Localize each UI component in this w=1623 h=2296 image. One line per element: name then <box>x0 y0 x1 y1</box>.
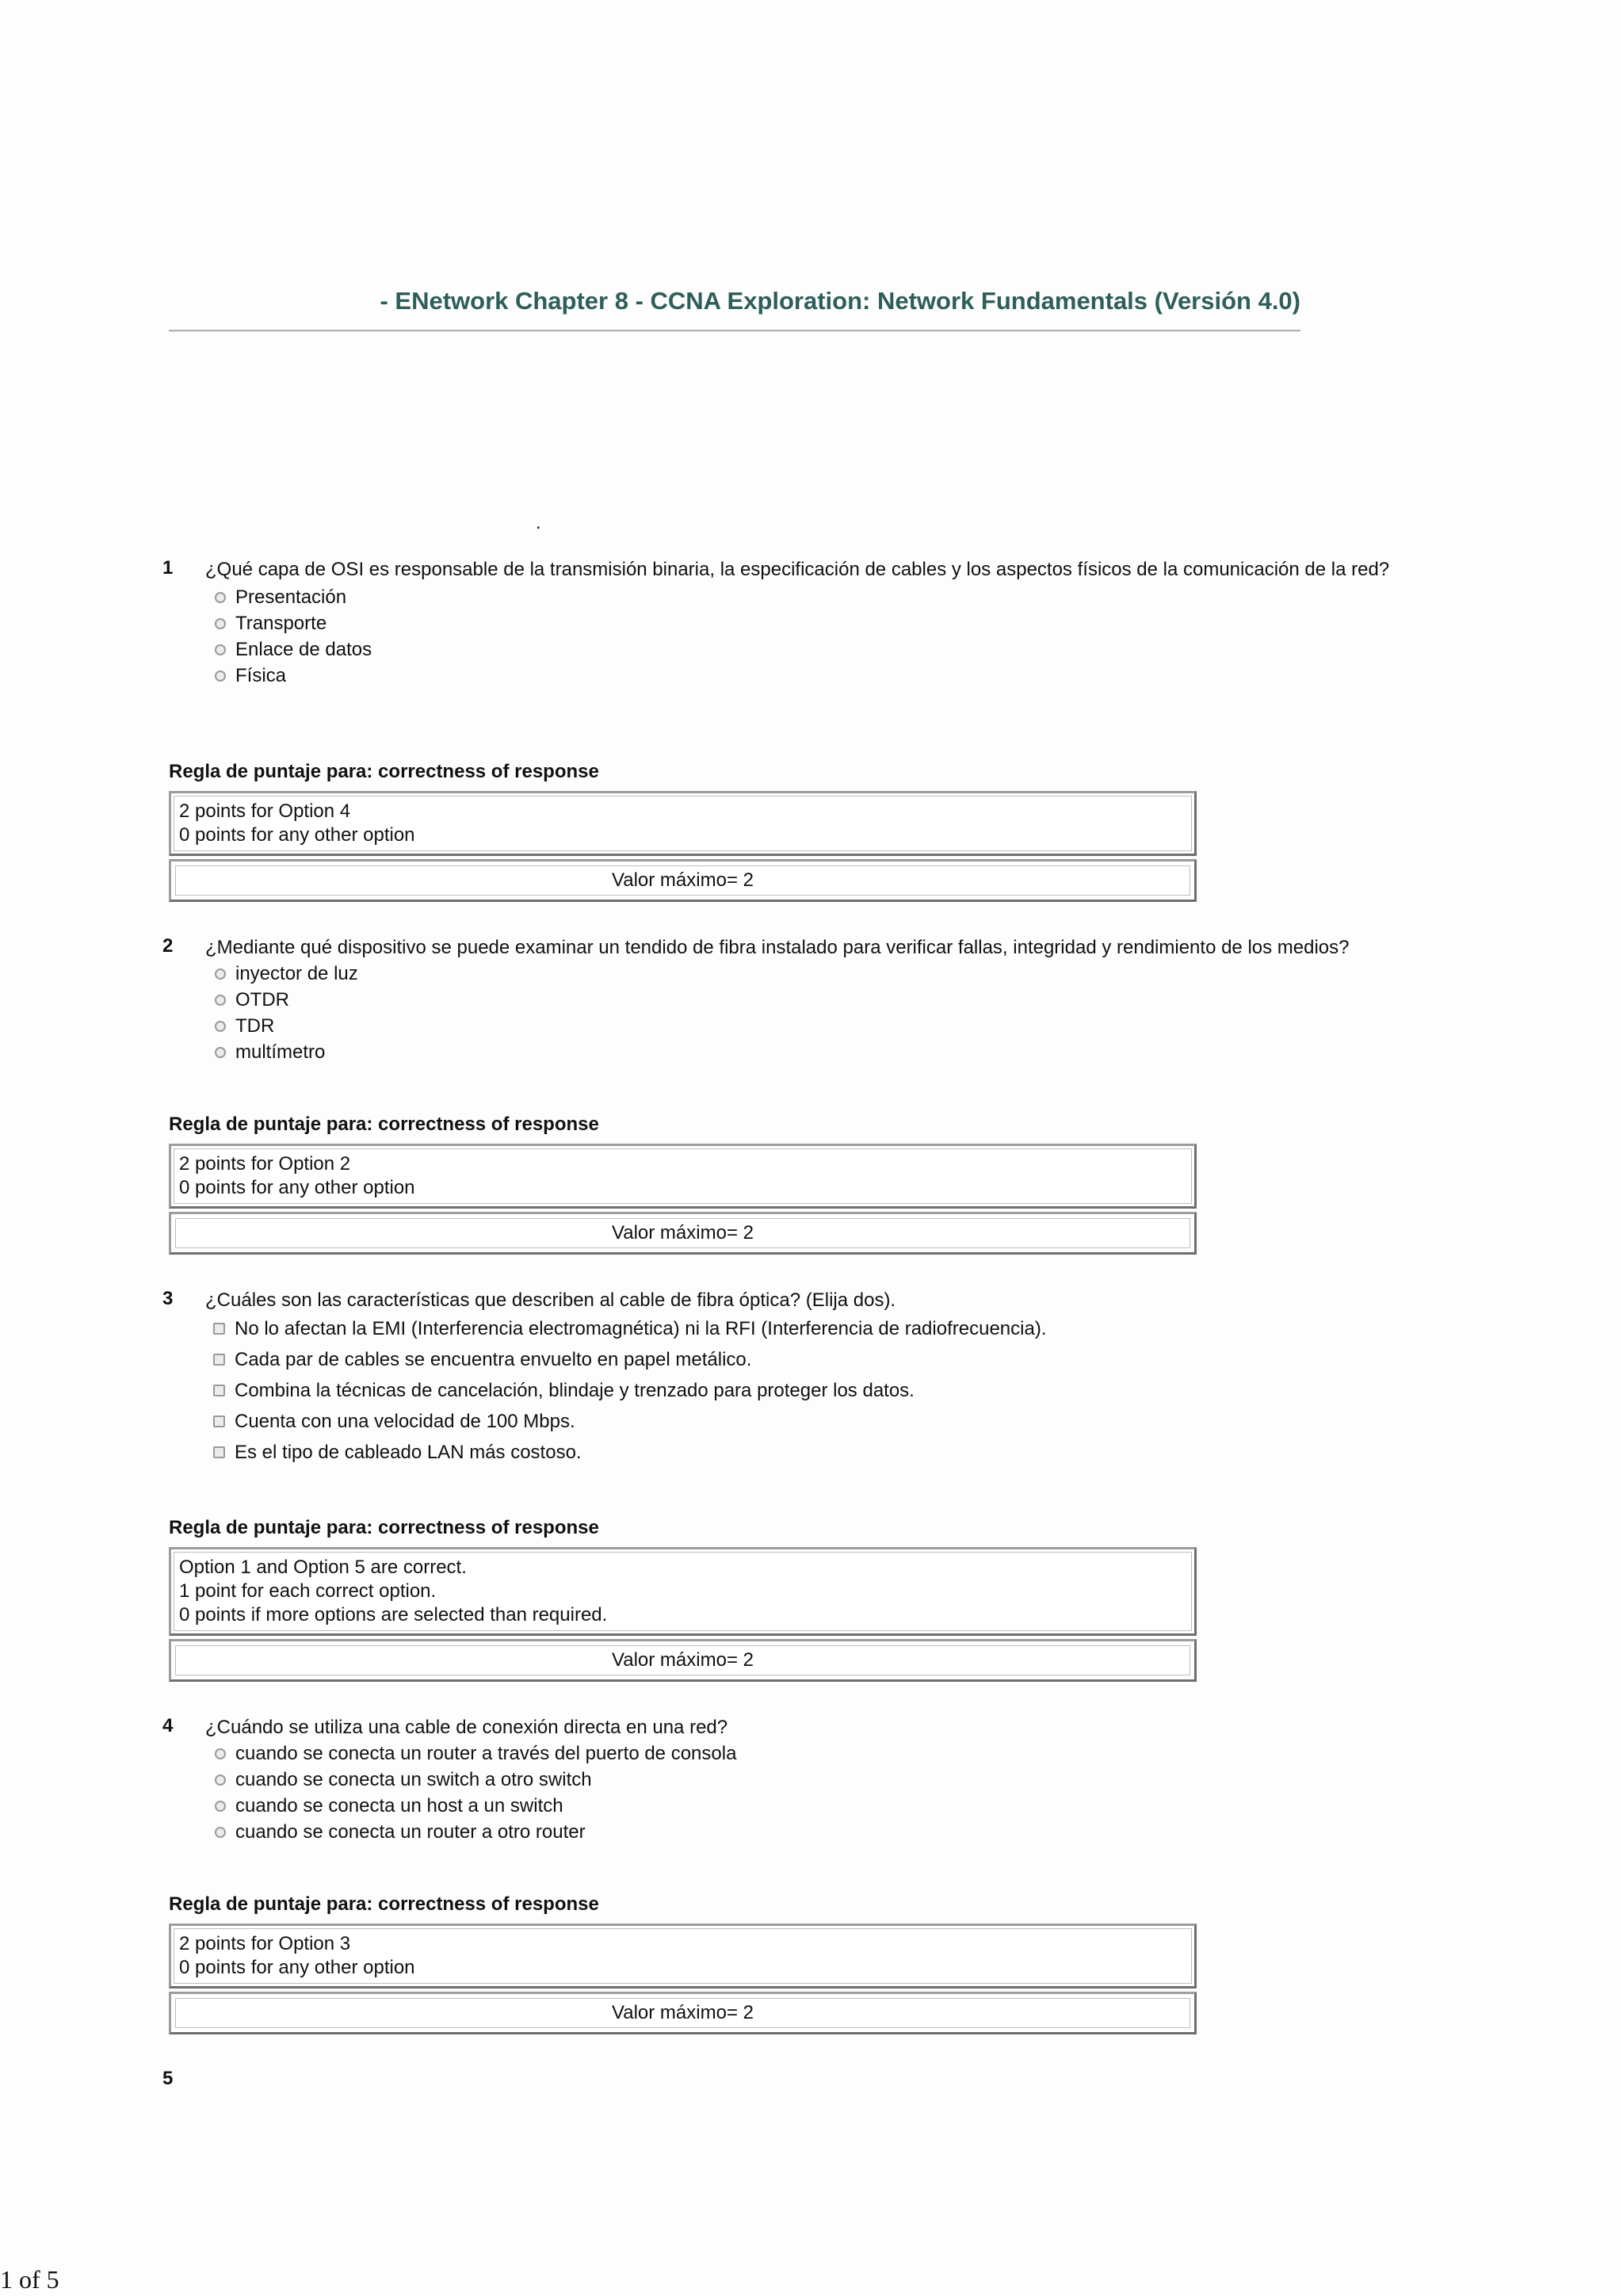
option-label: cuando se conecta un router a otro router <box>235 1820 586 1843</box>
option-3[interactable] <box>215 1793 1399 1819</box>
question-number: 4 <box>162 1715 174 1736</box>
checkbox[interactable] <box>213 1354 225 1366</box>
checkbox[interactable] <box>213 1385 225 1396</box>
rule-line: 2 points for Option 3 <box>179 1933 351 1954</box>
question-text: ¿Mediante qué dispositivo se puede examinar un tendido de fibra instalado para verificar fallas, integridad y rendimiento de los medios? <box>205 937 1350 958</box>
option-2[interactable] <box>215 610 1399 636</box>
checkbox[interactable] <box>213 1323 225 1335</box>
rule-line: 0 points if more options are selected than required. <box>179 1604 608 1626</box>
radio-button[interactable] <box>215 968 226 980</box>
radio-button[interactable] <box>215 1021 226 1032</box>
checkbox[interactable] <box>213 1446 225 1458</box>
option-label: Presentación <box>235 586 347 608</box>
radio-button[interactable] <box>215 670 226 682</box>
scoring-rule-box <box>169 791 1197 856</box>
title-divider <box>169 330 1300 332</box>
option-label: Transporte <box>235 612 327 634</box>
radio-button[interactable] <box>215 618 226 629</box>
question-3 <box>162 1288 1399 1468</box>
option-label: Física <box>235 664 287 686</box>
question-1 <box>162 557 1399 689</box>
options-list <box>215 584 1399 689</box>
option-1[interactable] <box>215 1740 1399 1767</box>
question-5-number: 5 <box>162 2068 174 2089</box>
option-1[interactable] <box>215 584 1399 610</box>
rule-line: 2 points for Option 4 <box>179 800 351 822</box>
radio-button[interactable] <box>215 1775 226 1786</box>
option-4[interactable] <box>213 1406 1399 1437</box>
option-label: OTDR <box>235 988 289 1010</box>
option-3[interactable] <box>213 1375 1399 1406</box>
max-value: Valor máximo= 2 <box>175 1645 1190 1675</box>
max-value-box <box>169 859 1197 902</box>
scoring-rule-box <box>169 1924 1197 1988</box>
max-value-box <box>169 1639 1197 1682</box>
radio-button[interactable] <box>215 592 226 603</box>
option-label: cuando se conecta un host a un switch <box>235 1794 563 1817</box>
option-label: cuando se conecta un router a través del puerto de consola <box>235 1742 737 1764</box>
rule-line: 2 points for Option 2 <box>179 1153 351 1175</box>
options-list <box>215 961 1399 1065</box>
option-label: No lo afectan la EMI (Interferencia electromagnética) ni la RFI (Interferencia de radiofrecuencia). <box>235 1317 1047 1339</box>
radio-button[interactable] <box>215 1827 226 1838</box>
option-2[interactable] <box>213 1344 1399 1375</box>
option-1[interactable] <box>213 1313 1399 1344</box>
question-4 <box>162 1715 1399 1845</box>
option-label: Combina la técnicas de cancelación, blindaje y trenzado para proteger los datos. <box>235 1379 915 1401</box>
question-text: ¿Cuándo se utiliza una cable de conexión directa en una red? <box>205 1717 728 1738</box>
option-label: Cuenta con una velocidad de 100 Mbps. <box>235 1410 575 1432</box>
option-label: inyector de luz <box>235 962 358 984</box>
max-value: Valor máximo= 2 <box>175 865 1190 896</box>
option-5[interactable] <box>213 1437 1399 1468</box>
checkbox[interactable] <box>213 1415 225 1427</box>
option-4[interactable] <box>215 1039 1399 1065</box>
option-3[interactable] <box>215 636 1399 663</box>
option-4[interactable] <box>215 663 1399 689</box>
radio-button[interactable] <box>215 1047 226 1058</box>
max-value-box <box>169 1212 1197 1255</box>
question-text: ¿Qué capa de OSI es responsable de la transmisión binaria, la especificación de cables y los aspectos físicos de la comunicación de la red? <box>205 559 1390 580</box>
max-value: Valor máximo= 2 <box>175 1998 1190 2028</box>
page-indicator: 1 of 5 <box>0 2265 59 2294</box>
option-label: TDR <box>235 1014 275 1037</box>
scoring-rule-label: Regla de puntaje para: correctness of response <box>169 1893 599 1915</box>
option-1[interactable] <box>215 961 1399 987</box>
option-label: Enlace de datos <box>235 638 372 660</box>
question-number: 2 <box>162 935 174 957</box>
question-text: ¿Cuáles son las características que describen al cable de fibra óptica? (Elija dos). <box>205 1289 896 1311</box>
option-label: Cada par de cables se encuentra envuelto en papel metálico. <box>235 1348 752 1370</box>
question-2 <box>162 935 1399 1065</box>
scoring-rule-box <box>169 1547 1197 1636</box>
rule-line: 0 points for any other option <box>179 824 415 846</box>
radio-button[interactable] <box>215 995 226 1006</box>
radio-button[interactable] <box>215 1748 226 1759</box>
radio-button[interactable] <box>215 1801 226 1812</box>
rule-line: 1 point for each correct option. <box>179 1580 437 1602</box>
scoring-rule-label: Regla de puntaje para: correctness of response <box>169 1114 599 1135</box>
option-label: multímetro <box>235 1041 326 1063</box>
options-list <box>215 1740 1399 1845</box>
question-number: 1 <box>162 557 174 579</box>
scoring-rule-label: Regla de puntaje para: correctness of response <box>169 761 599 782</box>
max-value-box <box>169 1992 1197 2034</box>
option-3[interactable] <box>215 1013 1399 1039</box>
scoring-rule-label: Regla de puntaje para: correctness of response <box>169 1517 599 1538</box>
option-label: Es el tipo de cableado LAN más costoso. <box>235 1441 582 1463</box>
option-2[interactable] <box>215 1767 1399 1793</box>
option-label: cuando se conecta un switch a otro switch <box>235 1768 592 1790</box>
scoring-rule-box <box>169 1144 1197 1209</box>
option-4[interactable] <box>215 1819 1399 1845</box>
rule-line: 0 points for any other option <box>179 1957 415 1978</box>
rule-line: 0 points for any other option <box>179 1177 415 1198</box>
radio-button[interactable] <box>215 644 226 655</box>
page-title: - ENetwork Chapter 8 - CCNA Exploration: Network Fundamentals (Versión 4.0) <box>380 287 1300 315</box>
max-value: Valor máximo= 2 <box>175 1218 1190 1248</box>
rule-line: Option 1 and Option 5 are correct. <box>179 1557 467 1578</box>
separator-dot: . <box>536 512 541 533</box>
question-number: 3 <box>162 1288 174 1309</box>
options-list <box>213 1313 1399 1468</box>
option-2[interactable] <box>215 987 1399 1013</box>
